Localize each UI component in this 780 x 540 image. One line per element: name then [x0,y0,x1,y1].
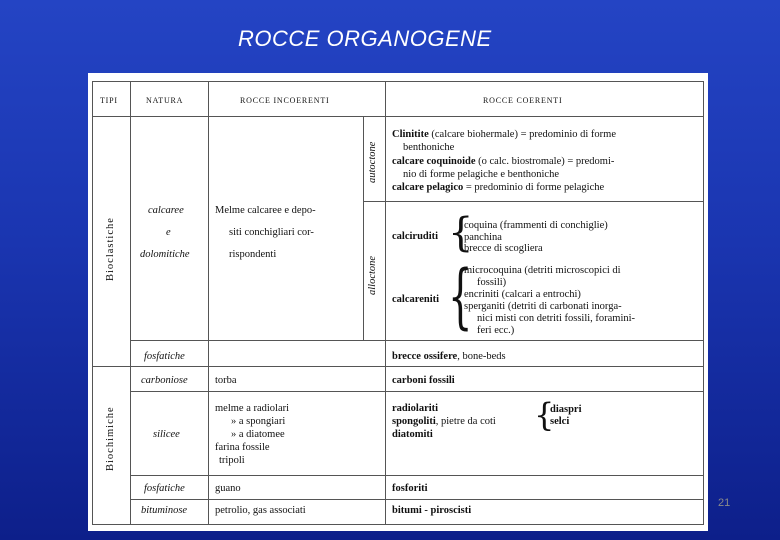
table-border-top [92,81,704,82]
coerenti-bitumi: bitumi - piroscisti [392,505,472,516]
table-border-bottom [92,524,704,525]
coerenti-autoctone-line-1: Clinitite (calcare biohermale) = predominio di forme [392,129,617,140]
natura-fosfatiche: fosfatiche [144,351,185,362]
coerenti-autoctone-line-5: calcare pelagico = predominio di forme pelagiche [392,182,605,193]
natura-fosfatiche-2: fosfatiche [144,483,185,494]
row-line-carb [130,391,704,392]
col-line-2 [208,81,209,525]
calcareniti-item-5: nici misti con detriti fossili, foramini- [477,313,636,324]
coerenti-calcareniti: calcareniti [392,294,440,305]
coerenti-carboni: carboni fossili [392,375,455,386]
incoerenti-silicee-3: » a diatomee [231,429,285,440]
header-incoerenti: ROCCE INCOERENTI [240,96,330,105]
incoerenti-silicee-2: » a spongiari [231,416,286,427]
coerenti-diatomiti: diatomiti [392,429,433,440]
row-line-auto [363,201,703,202]
brace-calcareniti: { [448,255,473,337]
header-tipi: TIPI [100,96,118,105]
header-coerenti: ROCCE COERENTI [483,96,563,105]
coerenti-spongoliti: spongoliti, pietre da coti [392,416,496,427]
natura-silicee: silicee [153,429,180,440]
row-line-sil [130,475,704,476]
calcareniti-item-6: feri ecc.) [477,325,515,336]
row-line-group [92,366,704,367]
table-border-left [92,81,93,525]
incoerenti-melme-line-1: Melme calcaree e depo- [215,205,316,216]
col-line-1 [130,81,131,525]
incoerenti-guano: guano [215,483,241,494]
page-number: 21 [718,497,731,509]
col-line-3 [385,81,386,525]
calciruditi-item-2: panchina [464,232,502,243]
calciruditi-item-3: brecce di scogliera [464,243,543,254]
calcareniti-item-4: sperganiti (detriti di carbonati inorga- [464,301,622,312]
calcareniti-item-3: encriniti (calcari a entrochi) [464,289,581,300]
coerenti-autoctone-line-4: nio di forme pelagiche e benthoniche [403,169,559,180]
calcareniti-item-2: fossili) [477,277,507,288]
slide-title: ROCCE ORGANOGENE [238,26,492,51]
coerenti-autoctone-line-3: calcare coquinoide (o calc. biostromale) = predomi- [392,156,615,167]
calcareniti-item-1: microcoquina (detriti microscopici di [464,265,621,276]
col-line-auto [363,116,364,340]
brace-selci: { [534,396,555,434]
header-natura: NATURA [146,96,184,105]
natura-calcaree: calcaree [148,205,184,216]
natura-bituminose: bituminose [141,505,188,516]
coerenti-fosforiti: fosforiti [392,483,428,494]
incoerenti-petrolio: petrolio, gas associati [215,505,306,516]
incoerenti-silicee-1: melme a radiolari [215,403,290,414]
incoerenti-silicee-4: farina fossile [215,442,270,453]
group-bioclastiche: Bioclastiche [105,217,116,281]
classification-table [88,73,708,531]
coerenti-radiolariti: radiolariti [392,403,439,414]
brace-calciruditi: { [448,210,474,256]
coerenti-calciruditi: calciruditi [392,231,439,242]
calciruditi-item-1: coquina (frammenti di conchiglie) [464,220,608,231]
coerenti-diaspri: diaspri [550,404,582,415]
coerenti-brecce: brecce ossifere, bone-beds [392,351,506,362]
incoerenti-melme-line-2: siti conchigliari cor- [229,227,314,238]
group-autoctone: autoctone [367,141,378,183]
table-border-right [703,81,704,525]
natura-carboniose: carboniose [141,375,188,386]
natura-dolomitiche: dolomitiche [140,249,190,260]
row-line-fosf [130,340,704,341]
incoerenti-melme-line-3: rispondenti [229,249,277,260]
coerenti-selci: selci [550,416,570,427]
group-biochimiche: Biochimiche [105,406,116,471]
incoerenti-silicee-5: tripoli [219,455,245,466]
incoerenti-torba: torba [215,375,237,386]
row-line-fosf2 [130,499,704,500]
coerenti-autoctone-line-2: benthoniche [403,142,455,153]
natura-e: e [166,227,171,238]
header-divider [92,116,704,117]
group-alloctone: alloctone [367,255,378,295]
